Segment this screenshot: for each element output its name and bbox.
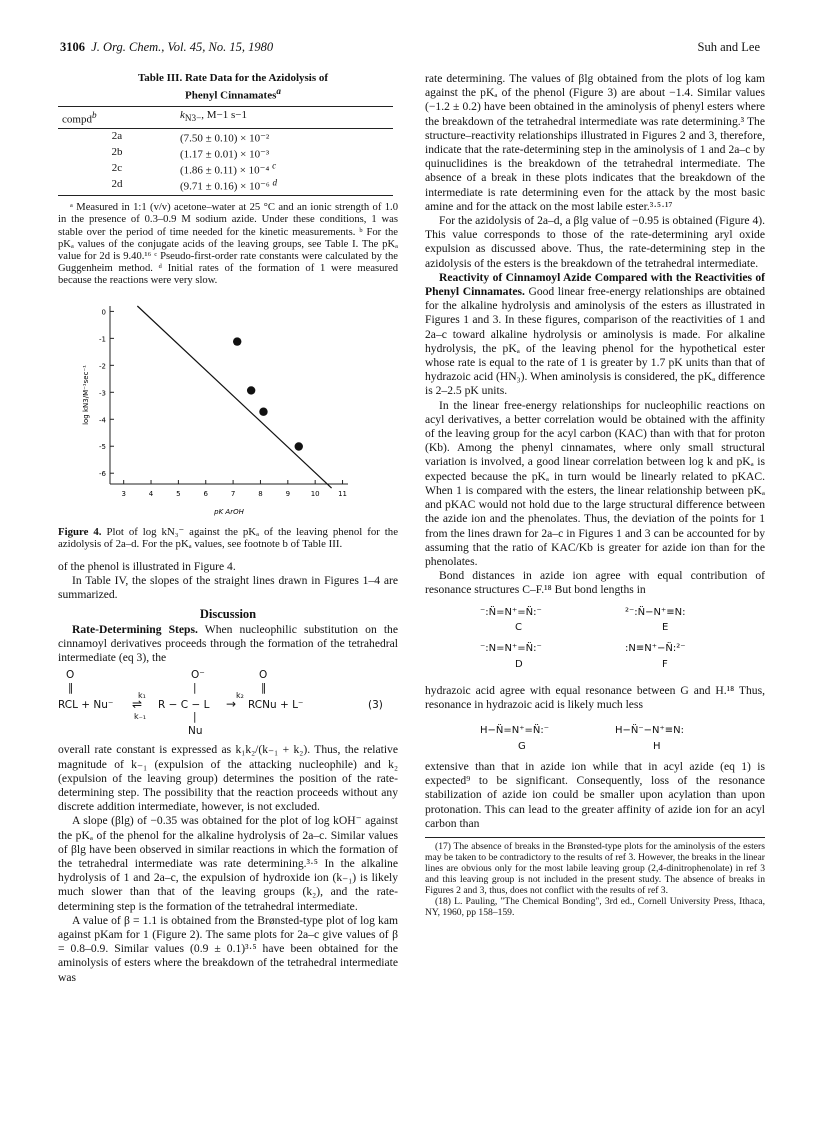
- left-paragraph-1: of the phenol is illustrated in Figure 4.: [58, 559, 236, 573]
- data-point: [259, 407, 267, 415]
- rds-paragraph: [58, 623, 398, 666]
- eq-o2: O⁻: [191, 669, 205, 682]
- eq-bond-up: |: [193, 682, 197, 695]
- struct-c-label: C: [515, 621, 522, 633]
- struct-e: ²⁻:N̈−N⁺≡N:: [625, 606, 686, 618]
- y-tick-label: 0: [101, 307, 106, 316]
- azide-resonance-structures: [425, 602, 765, 680]
- header-authors: Suh and Lee: [697, 40, 760, 54]
- rds-heading: Rate-Determining Steps.: [72, 622, 198, 636]
- rate-header-sub: N3−: [184, 113, 202, 124]
- right-paragraph-3: [425, 271, 765, 399]
- table-row: [58, 177, 393, 196]
- table-title-note-mark: a: [276, 85, 281, 96]
- eq-km1: k₋₁: [134, 712, 147, 722]
- eq-lhs: RCL + Nu⁻: [58, 699, 114, 712]
- cell-compd: 2c: [111, 162, 123, 175]
- x-tick-label: 8: [258, 489, 263, 498]
- data-point: [295, 442, 303, 450]
- x-tick-label: 11: [338, 489, 347, 498]
- right-paragraph-4: In the linear free-energy relationships for nucleophilic reactions on acyl derivatives, a better correlation would be obtained with the affinity of the leaving group for the acyl carbon (KAC) than with that for proton (Kb). Among the phenyl cinnamates, where only small structural variation is involved, a good linear correlation between log k and pKₐ is expected because the pKₐ in turn would be linearly related to pKAC. When 1 is compared with the esters, the linear relationship between pKₐ and pKAC would not hold due to the large structural difference between the azide ion and the phenolates. Thus, the deviation of the points for 1 from the lines drawn for 2a–c in Figures 1 and 3 can be accounted for by assuming that the ratio of KAC/Kb is greater for azide ion than for the phenolates.: [425, 398, 765, 568]
- reference-17: (17) The absence of breaks in the Brønsted-type plots for the aminolysis of the esters may be taken to be contradictory to the results of ref 3. However, the breaks in the linear lines are obvious only for the most labile leaving group (2,4-dinitrophenolate) in ref 3 and this leaving group is not included in the present study. The absence of breaks in Figures 2 and 3, thus, does not conflict with the results of ref 3.: [425, 840, 765, 896]
- discussion-heading: Discussion: [199, 606, 257, 621]
- left-paragraph-slope: A slope (βlg) of −0.35 was obtained for the plot of log kOH⁻ against the pKₐ of the phenol for the alkaline hydrolysis of 2a–c. Similar values of βlg have been observed in similar reactions in which the formation of the tetrahedral intermediate was rate determining.³·⁵ In the alkaline hydrolysis of 1 and 2a–c, the expulsion of hydroxide ion (k₋₁) is likely much slower than that of the leaving groups (k₂), and the rate-determining step is the formation of the tetrahedral intermediate.: [58, 814, 398, 913]
- cell-compd: 2b: [111, 146, 123, 158]
- right-paragraph-6: hydrazoic acid agree with equal resonance between G and H.¹⁸ Thus, resonance in hydrazoic acid is likely much less: [425, 683, 765, 711]
- rate-table: [58, 106, 393, 196]
- cell-rate-value: (9.71 ± 0.16) × 10⁻⁶: [180, 180, 270, 193]
- eq-arrow: →: [226, 697, 237, 712]
- page-number: 3106: [60, 40, 85, 54]
- table-row: [58, 128, 393, 145]
- left-paragraph-beta: A value of β = 1.1 is obtained from the Brønsted-type plot of log kam against pKam for 1 (Figure 2). The same plots for 2a–c give values of β = 0.8–0.9. Similar values (0.9 ± 0.1)³·⁵ have been obtained for the aminolysis of esters where the breakdown of the tetrahedral intermediate was: [58, 913, 398, 984]
- data-point: [233, 337, 241, 345]
- journal-citation: J. Org. Chem., Vol. 45, No. 15, 1980: [91, 40, 274, 54]
- eq-rhs: RCNu + L⁻: [248, 699, 304, 712]
- chart-svg: [58, 296, 398, 524]
- cell-rate: [176, 161, 393, 177]
- rds-text: When nucleophilic substitution on the cinnamoyl derivatives proceeds through the formation of the tetrahedral intermediate (eq 3), the: [58, 622, 398, 665]
- eq-number: (3): [368, 699, 383, 712]
- x-axis-label: pK ArOH: [214, 507, 244, 516]
- eq-intermediate: R − C − L: [158, 699, 210, 712]
- y-tick-label: -4: [99, 415, 106, 424]
- x-tick-label: 4: [148, 489, 154, 498]
- struct-d-label: D: [515, 658, 523, 670]
- struct-d: ⁻:N=N⁺=N̈:⁻: [480, 642, 542, 654]
- struct-g-label: G: [518, 740, 526, 752]
- struct-f: :N≡N⁺−N̈:²⁻: [625, 642, 686, 654]
- struct-e-label: E: [662, 621, 669, 633]
- struct-h: H−N̈⁻−N⁺≡N:: [615, 724, 685, 736]
- left-column: [58, 72, 398, 985]
- cell-rate-mark: d: [272, 176, 278, 187]
- right-column: [425, 72, 765, 918]
- cell-rate-value: (1.17 ± 0.01) × 10⁻³: [180, 148, 270, 161]
- x-tick-label: 10: [310, 489, 320, 498]
- figure-4: [58, 296, 398, 524]
- y-tick-label: -5: [99, 442, 106, 451]
- compd-header-text: compd: [62, 113, 92, 126]
- eq-bond-down: |: [193, 711, 197, 724]
- right-paragraph-7: extensive than that in azide ion while that in acyl azide (eq 1) is expected⁹ to be significant. Consequently, loss of the resonance stabilization of azide ion could be smaller upon acylation than upon protonation. This can lead to the greater affinity of azide ion for an acyl carbon than: [425, 759, 765, 830]
- figure-caption: [58, 526, 398, 550]
- x-tick-label: 6: [203, 489, 208, 498]
- y-tick-label: -2: [99, 361, 106, 370]
- hydrazoic-resonance-structures: [425, 716, 765, 756]
- right-paragraph-2: For the azidolysis of 2a–d, a βlg value of −0.95 is obtained (Figure 4). This value corresponds to those of the rate-determining aryl oxide expulsion as discussed above. Thus, the rate-determining step in the azidolysis of the esters is the breakdown of the tetrahedral intermediate.: [425, 214, 765, 270]
- cell-compd: 2d: [58, 177, 176, 196]
- eq-k1: k₁: [138, 691, 146, 701]
- cell-rate: [176, 128, 393, 145]
- table-body: [58, 128, 393, 196]
- right-paragraph-1: rate determining. The values of βlg obtained from the plots of log kam against the pKₐ of the phenol (Figure 3) are about −1.4. Similar values (−1.2 ± 0.2) have been obtained in the aminolysis of phenyl esters where the breakdown of the tetrahedral intermediate was rate determining.³ The structure–reactivity relationships illustrated in Figures 2 and 3, therefore, indicate that the rate-determining step in the aminolysis of 1 and 2a–c by quinuclidines is the breakdown of the tetrahedral intermediate. The absence of a break in these plots indicates that the breakdown of the intermediate is rate determining even for the attack by the most basic amine and for the attack on the most labile ester.³·⁵·¹⁷: [425, 72, 765, 213]
- equation-3: [58, 668, 398, 740]
- y-tick-label: -1: [99, 334, 106, 343]
- eq-o3: O: [259, 669, 268, 682]
- x-tick-label: 5: [176, 489, 181, 498]
- figure-caption-text: Plot of log kN₃⁻ against the pKₐ of the leaving phenol for the azidolysis of 2a–d. For the pKₐ values, see footnote b of Table III.: [58, 525, 398, 550]
- table-row: [58, 161, 393, 177]
- left-paragraph-after-eq: overall rate constant is expressed as k₁k₂/(k₋₁ + k₂). Thus, the relative magnitude of k₋₁ (expulsion of the attacking nucleophile) and k₂ (expulsion of the leaving group) determines the position of the rate-determining step. The possibility that the reaction proceeds without any discrete addition intermediate, however, is not excluded.: [58, 743, 398, 814]
- y-axis-label: log kN3/M⁻¹sec⁻¹: [82, 364, 90, 425]
- left-paragraph-2: In Table IV, the slopes of the straight lines drawn in Figures 1–4 are summarized.: [58, 574, 398, 602]
- eq-nu: Nu: [188, 725, 203, 738]
- struct-g: H−N̈=N⁺=N̈:⁻: [480, 724, 550, 736]
- x-tick-label: 3: [121, 489, 126, 498]
- eq-dbl2: ‖: [261, 682, 267, 695]
- reactivity-heading: Reactivity of Cinnamoyl Azide Compared with the Reactivities of Phenyl Cinnamates.: [425, 270, 765, 299]
- col-rate-header: [176, 106, 393, 128]
- struct-h-label: H: [653, 740, 661, 752]
- cell-rate-value: (7.50 ± 0.10) × 10⁻²: [180, 132, 270, 145]
- table-title: [68, 72, 398, 102]
- cell-rate: [176, 145, 393, 161]
- data-point: [247, 386, 255, 394]
- eq-k2: k₂: [236, 691, 244, 701]
- col-compd-header: [58, 106, 176, 128]
- x-tick-label: 7: [230, 489, 236, 498]
- table-footnote: ᵃ Measured in 1:1 (v/v) acetone–water at 25 °C and an ionic strength of 1.0 in the presence of 0.3–0.9 M sodium azide. Under these conditions, 1 was stable over the period of time needed for the kinetic measurements. ᵇ For the pKₐ values of the conjugate acids of the leaving groups, see Table I. The pKₐ value for 2d is 9.40.¹⁶ ᶜ Pseudo-first-order rate constants were calculated by the Guggenheim method. ᵈ Initial rates of the formation of 1 were measured because the reactions were very slow.: [58, 202, 398, 287]
- x-tick-label: 9: [285, 489, 291, 498]
- table-row: [58, 145, 393, 161]
- struct-f-label: F: [662, 658, 668, 670]
- right-paragraph-5: Bond distances in azide ion agree with equal contribution of resonance structures C–F.¹⁸ But bond lengths in: [425, 569, 765, 597]
- y-tick-label: -3: [99, 388, 106, 397]
- figure-caption-label: Figure 4.: [58, 525, 102, 538]
- references: [425, 837, 765, 918]
- eq-dbl1: ‖: [68, 682, 74, 695]
- table-header-row: [58, 106, 393, 128]
- eq-equilibrium-arrow: ⇌: [132, 697, 143, 712]
- rate-header-units: , M−1 s−1: [201, 109, 247, 122]
- table-title-text: Phenyl Cinnamates: [185, 89, 277, 102]
- reactivity-text: Good linear free-energy relationships are obtained for the alkaline hydrolysis and aminolysis of the esters as illustrated in Figures 1 and 3. In these figures, comparison of the reactivities of 1 and 2a–c toward alkaline hydrolysis or aminolysis is made. For alkaline hydrolysis, the pKₐ of the leaving phenol for the hypothetical ester whose rate is equal to the rate of 1 is greater by 1.7 pK units than that of hydrazoic acid (HN₃). When aminolysis is considered, the pKₐ difference is 2–2.5 pK units.: [425, 285, 765, 398]
- struct-c: ⁻:N̈=N⁺=N̈:⁻: [480, 606, 542, 618]
- table-title-line1: Table III. Rate Data for the Azidolysis of: [137, 72, 329, 84]
- table-title-line2: [68, 85, 398, 102]
- reference-18: (18) L. Pauling, "The Chemical Bonding", 3rd ed., Cornell University Press, Ithaca, NY, 1960, pp 158–159.: [425, 895, 765, 918]
- rate-header-k: k: [180, 109, 185, 122]
- fit-line: [137, 306, 331, 488]
- compd-note-mark: b: [91, 109, 97, 120]
- cell-compd: 2a: [111, 129, 123, 142]
- eq-o1: O: [66, 669, 75, 682]
- cell-rate-mark: c: [272, 160, 277, 171]
- cell-rate-value: (1.86 ± 0.11) × 10⁻⁴: [180, 164, 270, 177]
- cell-rate: [176, 177, 393, 196]
- header-left: [60, 40, 273, 55]
- y-tick-label: -6: [99, 469, 106, 478]
